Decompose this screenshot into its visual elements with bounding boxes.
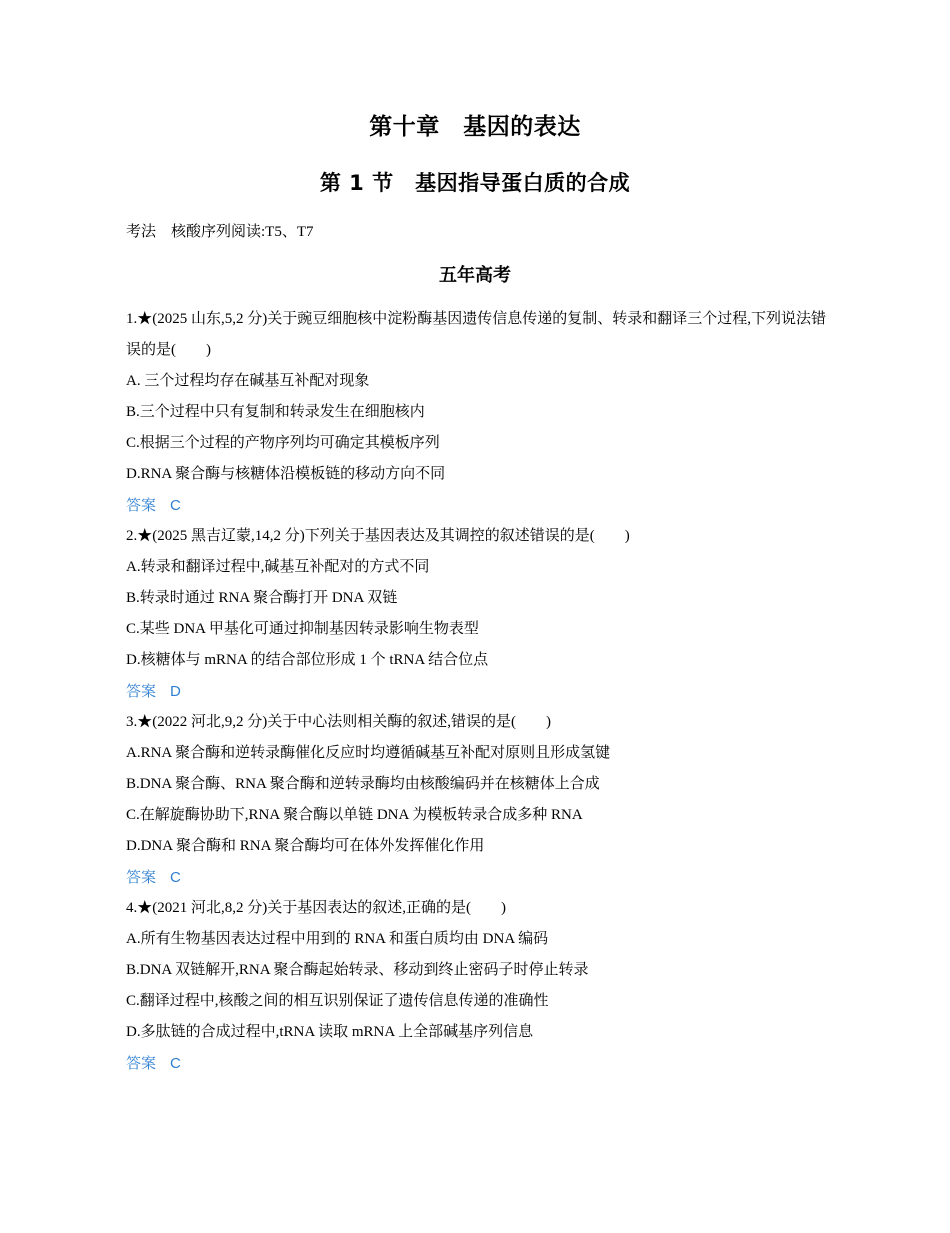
- answer-line: [126, 1048, 826, 1079]
- question-3: [126, 707, 826, 893]
- option-b: B.DNA 双链解开,RNA 聚合酶起始转录、移动到终止密码子时停止转录: [126, 962, 589, 978]
- answer-label: 答案: [126, 1056, 157, 1072]
- answer-line: [126, 490, 826, 521]
- question-stem: 3.★(2022 河北,9,2 分)关于中心法则相关酶的叙述,错误的是( ): [126, 714, 551, 730]
- option-d: D.DNA 聚合酶和 RNA 聚合酶均可在体外发挥催化作用: [126, 838, 485, 854]
- option-c: C.在解旋酶协助下,RNA 聚合酶以单链 DNA 为模板转录合成多种 RNA: [126, 807, 583, 823]
- answer-line: [126, 862, 826, 893]
- answer-value: C: [170, 497, 181, 514]
- answer-label: 答案: [126, 684, 157, 700]
- option-b: B.三个过程中只有复制和转录发生在细胞核内: [126, 404, 425, 420]
- option-b: B.转录时通过 RNA 聚合酶打开 DNA 双链: [126, 590, 398, 606]
- option-d: D.核糖体与 mRNA 的结合部位形成 1 个 tRNA 结合位点: [126, 652, 489, 668]
- option-d: D.RNA 聚合酶与核糖体沿模板链的移动方向不同: [126, 466, 446, 482]
- section-title: 第 1 节 基因指导蛋白质的合成: [319, 171, 631, 195]
- option-b: B.DNA 聚合酶、RNA 聚合酶和逆转录酶均由核酸编码并在核糖体上合成: [126, 776, 600, 792]
- answer-label: 答案: [126, 870, 157, 886]
- question-stem: 4.★(2021 河北,8,2 分)关于基因表达的叙述,正确的是( ): [126, 900, 506, 916]
- option-c: C.某些 DNA 甲基化可通过抑制基因转录影响生物表型: [126, 621, 479, 637]
- question-2: [126, 521, 826, 707]
- method-line: 考法 核酸序列阅读:T5、T7: [126, 224, 314, 240]
- question-stem: 1.★(2025 山东,5,2 分)关于豌豆细胞核中淀粉酶基因遗传信息传递的复制、转录和翻译三个过程,下列说法错误的是( ): [126, 311, 826, 358]
- answer-label: 答案: [126, 498, 157, 514]
- answer-value: C: [170, 869, 181, 886]
- question-list: [126, 304, 826, 1079]
- option-a: A. 三个过程均存在碱基互补配对现象: [126, 373, 370, 389]
- option-a: A.所有生物基因表达过程中用到的 RNA 和蛋白质均由 DNA 编码: [126, 931, 549, 947]
- answer-line: [126, 676, 826, 707]
- answer-value: D: [170, 683, 181, 700]
- option-a: A.RNA 聚合酶和逆转录酶催化反应时均遵循碱基互补配对原则且形成氢键: [126, 745, 611, 761]
- question-1: [126, 304, 826, 521]
- question-stem: 2.★(2025 黑吉辽蒙,14,2 分)下列关于基因表达及其调控的叙述错误的是( ): [126, 528, 630, 544]
- answer-value: C: [170, 1055, 181, 1072]
- option-a: A.转录和翻译过程中,碱基互补配对的方式不同: [126, 559, 430, 575]
- option-d: D.多肽链的合成过程中,tRNA 读取 mRNA 上全部碱基序列信息: [126, 1024, 534, 1040]
- part-title: 五年高考: [439, 265, 511, 286]
- option-c: C.翻译过程中,核酸之间的相互识别保证了遗传信息传递的准确性: [126, 993, 549, 1009]
- option-c: C.根据三个过程的产物序列均可确定其模板序列: [126, 435, 440, 451]
- chapter-title: 第十章 基因的表达: [369, 114, 581, 140]
- question-4: [126, 893, 826, 1079]
